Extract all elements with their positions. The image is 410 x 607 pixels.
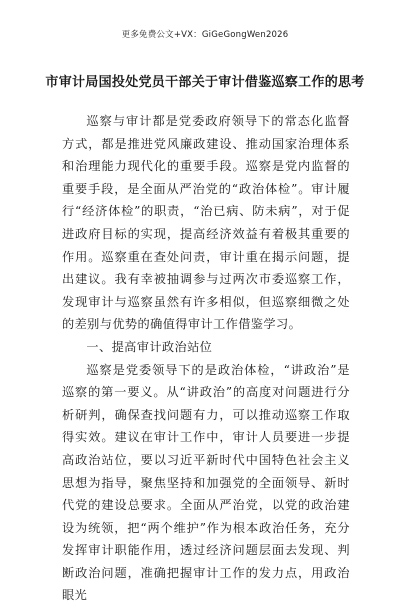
document-title: 市审计局国投处党员干部关于审计借鉴巡察工作的思考 [45,75,365,90]
document-body [62,110,350,607]
header-note: 更多免费公文+VX：GiGeGongWen2026 [121,30,289,40]
body-paragraph: 巡察是党委领导下的是政治体检，“讲政治”是巡察的第一要义。从“讲政治”的高度对问题进行分析研判，确保查找问题有力，可以推动巡察工作取得实效。建议在审计工作中，审计人员要进一步提高政治站位，要以习近平新时代中国特色社会主义思想为指导，聚焦坚持和加强党的全面领导、新时代党的建设总要求。全面从严治党，以党的政治建设为统领，把“两个维护”作为根本政治任务，充分发挥审计职能作用，透过经济问题层面去发现、判断政治问题，准确把握审计工作的发力点，用政治眼光 [62,362,350,603]
body-paragraph: 巡察与审计都是党委政府领导下的常态化监督方式，都是推进党风廉政建设、推动国家治理体系和治理能力现代化的重要手段。巡察是党内监督的重要手段，是全面从严治党的“政治体检”。审计履行“经济体检”的职责，“治已病、防未病”，对于促进政府目标的实现，提高经济效益有着极其重要的作用。巡察重在查处问责，审计重在揭示问题，提出建议。我有幸被抽调参与过两次市委巡察工作，发现审计与巡察虽然有许多相似，但巡察细微之处的差别与优势的确值得审计工作借鉴学习。 [62,114,350,332]
section-heading: 一、提高审计政治站位 [86,339,213,354]
